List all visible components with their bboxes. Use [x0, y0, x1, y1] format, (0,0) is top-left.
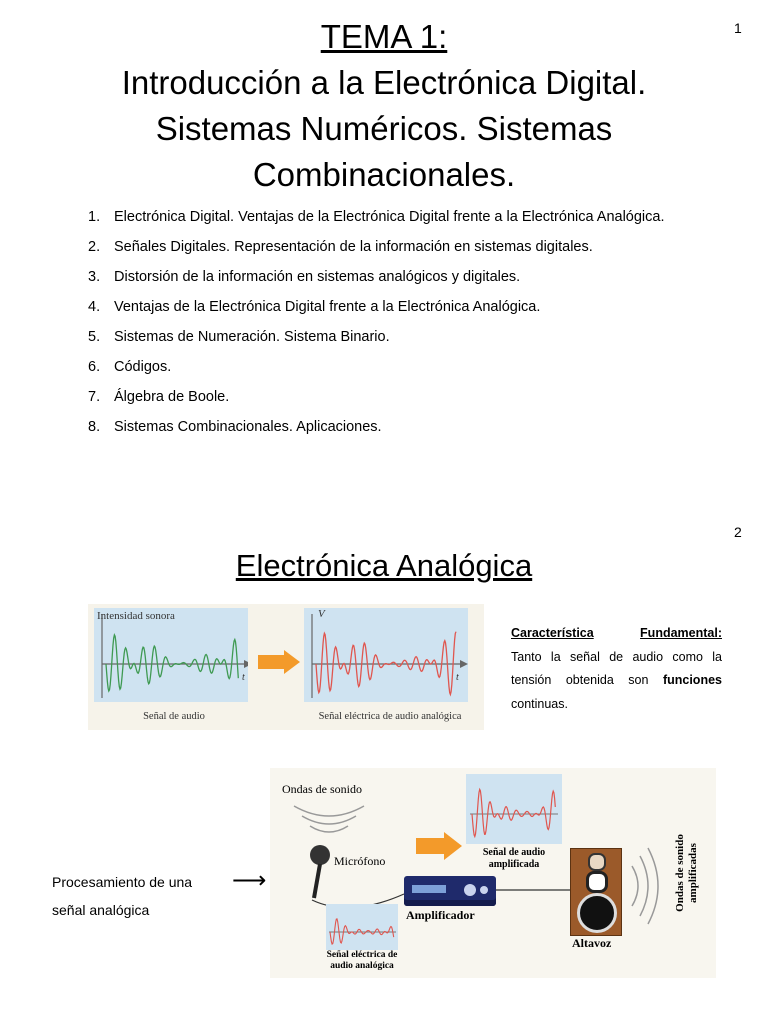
note-heading-right: Fundamental:: [640, 626, 722, 640]
topic-number: 3.: [88, 269, 101, 285]
speaker-label: Altavoz: [572, 936, 612, 950]
axis-label-v: V: [318, 608, 325, 620]
fundamental-note: [511, 622, 722, 716]
topic-number: 2.: [88, 239, 101, 255]
note-heading: [511, 622, 722, 646]
audio-signal-panel: [94, 608, 248, 702]
process-label-line-2: señal analógica: [52, 902, 150, 918]
time-label: t: [242, 672, 245, 683]
radiating-waves-icon: [626, 844, 666, 928]
page-number-1: 1: [734, 20, 742, 36]
note-heading-left: Característica: [511, 626, 594, 640]
note-text: Tanto la señal de audio como la tensión obtenida son: [511, 649, 722, 687]
note-text-end: continuas.: [511, 696, 568, 711]
title-line-3: Sistemas Numéricos. Sistemas: [155, 110, 613, 147]
note-bold-text: funciones: [662, 673, 722, 687]
time-label-right: t: [456, 672, 459, 683]
caption-electric: Señal eléctrica de audio analógica: [318, 711, 462, 722]
note-body: [511, 646, 722, 717]
speaker-icon: [570, 848, 622, 936]
topic-text: Ventajas de la Electrónica Digital frente a la Electrónica Analógica.: [114, 299, 541, 315]
electric-signal-panel: [304, 608, 468, 702]
topic-text: Sistemas de Numeración. Sistema Binario.: [114, 329, 390, 345]
audio-wave-graph: [94, 608, 248, 702]
topic-number: 5.: [88, 329, 101, 345]
topic-text: Álgebra de Boole.: [114, 389, 230, 405]
page-number-2: 2: [734, 524, 742, 540]
process-label-line-1: Procesamiento de una: [52, 874, 193, 890]
topic-item: [86, 238, 696, 257]
topic-item: [86, 208, 696, 227]
processing-figure: [270, 768, 716, 978]
topic-number: 1.: [88, 209, 101, 225]
page-title: [0, 14, 768, 198]
caption-audio: Señal de audio: [143, 711, 205, 722]
title-line-4: Combinacionales.: [252, 156, 516, 193]
green-wave: [106, 635, 238, 691]
microphone-label: Micrófono: [334, 854, 386, 868]
topic-number: 4.: [88, 299, 101, 315]
electric-signal-small-panel: [326, 904, 398, 950]
signal-figure: [88, 604, 484, 730]
topic-item: [86, 418, 696, 437]
topic-number: 6.: [88, 359, 101, 375]
topic-item: [86, 328, 696, 347]
topic-text: Electrónica Digital. Ventajas de la Electrónica Digital frente a la Electrónica Analógica.: [114, 209, 665, 225]
title-line-1: TEMA 1:: [320, 18, 448, 55]
topic-text: Distorsión de la información en sistemas analógicos y digitales.: [114, 269, 521, 285]
electric-small-wave-graph: [326, 904, 398, 950]
topic-text: Sistemas Combinacionales. Aplicaciones.: [114, 419, 382, 435]
red-wave: [316, 632, 456, 695]
amplifier-label: Amplificador: [406, 908, 475, 922]
electric-wave-graph: [304, 608, 468, 702]
section-title: Electrónica Analógica: [235, 548, 533, 583]
electric-caption: [310, 950, 414, 972]
topic-item: [86, 388, 696, 407]
amplified-waves-caption-line-2: amplificadas: [687, 843, 699, 903]
topic-number: 7.: [88, 389, 101, 405]
topic-item: [86, 298, 696, 317]
title-line-2: Introducción a la Electrónica Digital.: [121, 64, 647, 101]
electric-caption-line-2: audio analógica: [330, 961, 394, 971]
electric-caption-line-1: Señal eléctrica de: [326, 950, 398, 960]
topic-item: [86, 268, 696, 287]
topic-item: [86, 358, 696, 377]
amplified-waves-caption-line-1: Ondas de sonido: [674, 834, 686, 912]
topics-list: [86, 208, 696, 448]
sound-waves-label: Ondas de sonido: [282, 782, 362, 796]
amplified-caption-line-1: Señal de audio: [482, 847, 546, 858]
right-arrow-icon: ⟶: [232, 867, 267, 894]
amplified-caption-line-2: amplificada: [488, 859, 540, 870]
process-label: [52, 868, 242, 924]
orange-arrow-icon: [258, 650, 302, 674]
topic-number: 8.: [88, 419, 101, 435]
topic-text: Señales Digitales. Representación de la información en sistemas digitales.: [114, 239, 593, 255]
topic-text: Códigos.: [114, 359, 172, 375]
amplified-waves-caption: [674, 828, 700, 918]
axis-label-intensity: Intensidad sonora: [97, 610, 175, 622]
